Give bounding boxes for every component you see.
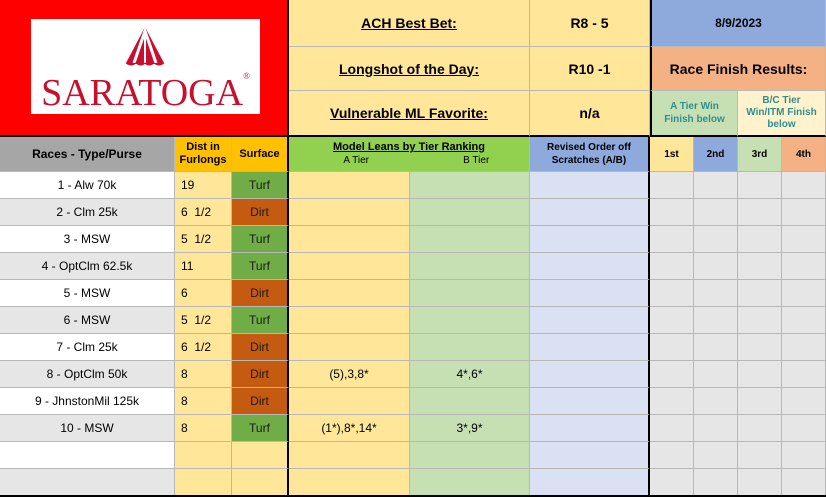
distance-cell: 8: [175, 361, 232, 388]
a-tier-cell: [289, 280, 410, 307]
b-tier-cell: [410, 280, 530, 307]
revised-order-cell: [530, 172, 650, 199]
finish-3rd-cell: [738, 415, 782, 442]
finish-2nd-cell: [694, 226, 738, 253]
distance-cell: 6 1/2: [175, 199, 232, 226]
race-name-cell: 2 - Clm 25k: [0, 199, 175, 226]
logo-text: SARATOGA®: [41, 71, 250, 114]
finish-2nd-cell: [694, 280, 738, 307]
race-name-cell: 6 - MSW: [0, 307, 175, 334]
longshot-label: Longshot of the Day:: [289, 47, 530, 91]
finish-2nd-cell: [694, 469, 738, 496]
a-tier-cell: [289, 307, 410, 334]
distance-cell: [175, 442, 232, 469]
finish-3rd-cell: [738, 388, 782, 415]
finish-4th-cell: [782, 442, 826, 469]
race-date: 8/9/2023: [650, 0, 826, 47]
logo-banner: [0, 0, 289, 137]
finish-1st-cell: [650, 307, 694, 334]
surface-cell: Dirt: [232, 199, 289, 226]
revised-order-cell: [530, 442, 650, 469]
finish-4th-cell: [782, 172, 826, 199]
finish-4th-cell: [782, 253, 826, 280]
b-tier-cell: 4*,6*: [410, 361, 530, 388]
finish-4th-cell: [782, 226, 826, 253]
finish-3rd-cell: [738, 280, 782, 307]
finish-3rd-cell: [738, 307, 782, 334]
model-leans-header: [289, 137, 530, 172]
distance-cell: 19: [175, 172, 232, 199]
finish-2nd-cell: [694, 415, 738, 442]
surface-cell: Turf: [232, 172, 289, 199]
surface-cell: Dirt: [232, 388, 289, 415]
revised-order-cell: [530, 334, 650, 361]
surface-cell: Turf: [232, 415, 289, 442]
revised-order-cell: [530, 469, 650, 496]
revised-order-cell: [530, 361, 650, 388]
revised-order-cell: [530, 226, 650, 253]
race-name-cell: [0, 442, 175, 469]
a-tier-cell: [289, 388, 410, 415]
finish-2nd-cell: [694, 253, 738, 280]
finish-1st-cell: [650, 280, 694, 307]
finish-1st-cell: [650, 442, 694, 469]
race-name-cell: 3 - MSW: [0, 226, 175, 253]
best-bet-label: ACH Best Bet:: [289, 0, 530, 47]
a-tier-header: A Tier: [343, 155, 369, 166]
surface-header: Surface: [232, 137, 289, 172]
saratoga-logo: [31, 19, 260, 114]
finish-2nd-cell: [694, 361, 738, 388]
finish-2nd-header: 2nd: [694, 137, 738, 172]
distance-cell: 6: [175, 280, 232, 307]
a-tier-cell: [289, 442, 410, 469]
race-name-cell: 8 - OptClm 50k: [0, 361, 175, 388]
dist-header: Dist in Furlongs: [175, 137, 232, 172]
finish-1st-cell: [650, 469, 694, 496]
finish-1st-cell: [650, 199, 694, 226]
surface-cell: Turf: [232, 253, 289, 280]
revised-order-cell: [530, 199, 650, 226]
finish-2nd-cell: [694, 334, 738, 361]
finish-2nd-cell: [694, 388, 738, 415]
finish-4th-cell: [782, 307, 826, 334]
finish-2nd-cell: [694, 172, 738, 199]
finish-3rd-cell: [738, 442, 782, 469]
race-name-cell: 4 - OptClm 62.5k: [0, 253, 175, 280]
finish-1st-cell: [650, 253, 694, 280]
finish-2nd-cell: [694, 307, 738, 334]
distance-cell: 5 1/2: [175, 307, 232, 334]
revised-order-cell: [530, 280, 650, 307]
surface-cell: Turf: [232, 307, 289, 334]
surface-cell: Turf: [232, 226, 289, 253]
a-tier-cell: (1*),8*,14*: [289, 415, 410, 442]
b-tier-cell: [410, 469, 530, 496]
b-tier-cell: [410, 253, 530, 280]
finish-1st-cell: [650, 334, 694, 361]
b-tier-cell: [410, 226, 530, 253]
longshot-value: R10 -1: [530, 47, 650, 91]
b-tier-cell: [410, 334, 530, 361]
revised-order-cell: [530, 253, 650, 280]
finish-2nd-cell: [694, 199, 738, 226]
b-tier-cell: [410, 199, 530, 226]
finish-4th-cell: [782, 415, 826, 442]
a-tier-cell: (5),3,8*: [289, 361, 410, 388]
finish-3rd-cell: [738, 226, 782, 253]
a-tier-cell: [289, 334, 410, 361]
finish-3rd-cell: [738, 253, 782, 280]
finish-3rd-cell: [738, 334, 782, 361]
finish-4th-cell: [782, 280, 826, 307]
surface-cell: Dirt: [232, 280, 289, 307]
distance-cell: 6 1/2: [175, 334, 232, 361]
results-title: Race Finish Results:: [650, 47, 826, 91]
a-tier-cell: [289, 199, 410, 226]
revised-order-cell: [530, 388, 650, 415]
finish-4th-header: 4th: [782, 137, 826, 172]
distance-cell: 11: [175, 253, 232, 280]
finish-3rd-cell: [738, 469, 782, 496]
finish-4th-cell: [782, 469, 826, 496]
a-tier-note: A Tier Win Finish below: [650, 91, 738, 137]
revised-order-header: Revised Order off Scratches (A/B): [530, 137, 650, 172]
finish-3rd-cell: [738, 361, 782, 388]
b-tier-cell: 3*,9*: [410, 415, 530, 442]
finish-4th-cell: [782, 334, 826, 361]
races-header: Races - Type/Purse: [0, 137, 175, 172]
a-tier-cell: [289, 172, 410, 199]
finish-4th-cell: [782, 361, 826, 388]
finish-1st-cell: [650, 388, 694, 415]
vulnerable-favorite-value: n/a: [530, 91, 650, 137]
a-tier-cell: [289, 226, 410, 253]
a-tier-cell: [289, 469, 410, 496]
revised-order-cell: [530, 307, 650, 334]
distance-cell: 5 1/2: [175, 226, 232, 253]
best-bet-value: R8 - 5: [530, 0, 650, 47]
finish-1st-cell: [650, 415, 694, 442]
b-tier-cell: [410, 442, 530, 469]
revised-order-cell: [530, 415, 650, 442]
vulnerable-favorite-label: Vulnerable ML Favorite:: [289, 91, 530, 137]
surface-cell: [232, 469, 289, 496]
race-name-cell: 9 - JhnstonMil 125k: [0, 388, 175, 415]
model-leans-title: Model Leans by Tier Ranking: [333, 141, 485, 153]
race-name-cell: 5 - MSW: [0, 280, 175, 307]
a-tier-cell: [289, 253, 410, 280]
finish-3rd-cell: [738, 199, 782, 226]
distance-cell: [175, 469, 232, 496]
race-name-cell: 7 - Clm 25k: [0, 334, 175, 361]
race-name-cell: [0, 469, 175, 496]
finish-3rd-header: 3rd: [738, 137, 782, 172]
b-tier-header: B Tier: [463, 155, 490, 166]
race-name-cell: 1 - Alw 70k: [0, 172, 175, 199]
surface-cell: Dirt: [232, 334, 289, 361]
finish-3rd-cell: [738, 172, 782, 199]
finish-1st-header: 1st: [650, 137, 694, 172]
finish-1st-cell: [650, 226, 694, 253]
finish-2nd-cell: [694, 442, 738, 469]
finish-4th-cell: [782, 388, 826, 415]
race-name-cell: 10 - MSW: [0, 415, 175, 442]
surface-cell: Dirt: [232, 361, 289, 388]
distance-cell: 8: [175, 415, 232, 442]
surface-cell: [232, 442, 289, 469]
b-tier-cell: [410, 307, 530, 334]
distance-cell: 8: [175, 388, 232, 415]
finish-4th-cell: [782, 199, 826, 226]
b-tier-cell: [410, 172, 530, 199]
b-tier-cell: [410, 388, 530, 415]
bc-tier-note: B/C Tier Win/ITM Finish below: [738, 91, 826, 137]
finish-1st-cell: [650, 361, 694, 388]
finish-1st-cell: [650, 172, 694, 199]
